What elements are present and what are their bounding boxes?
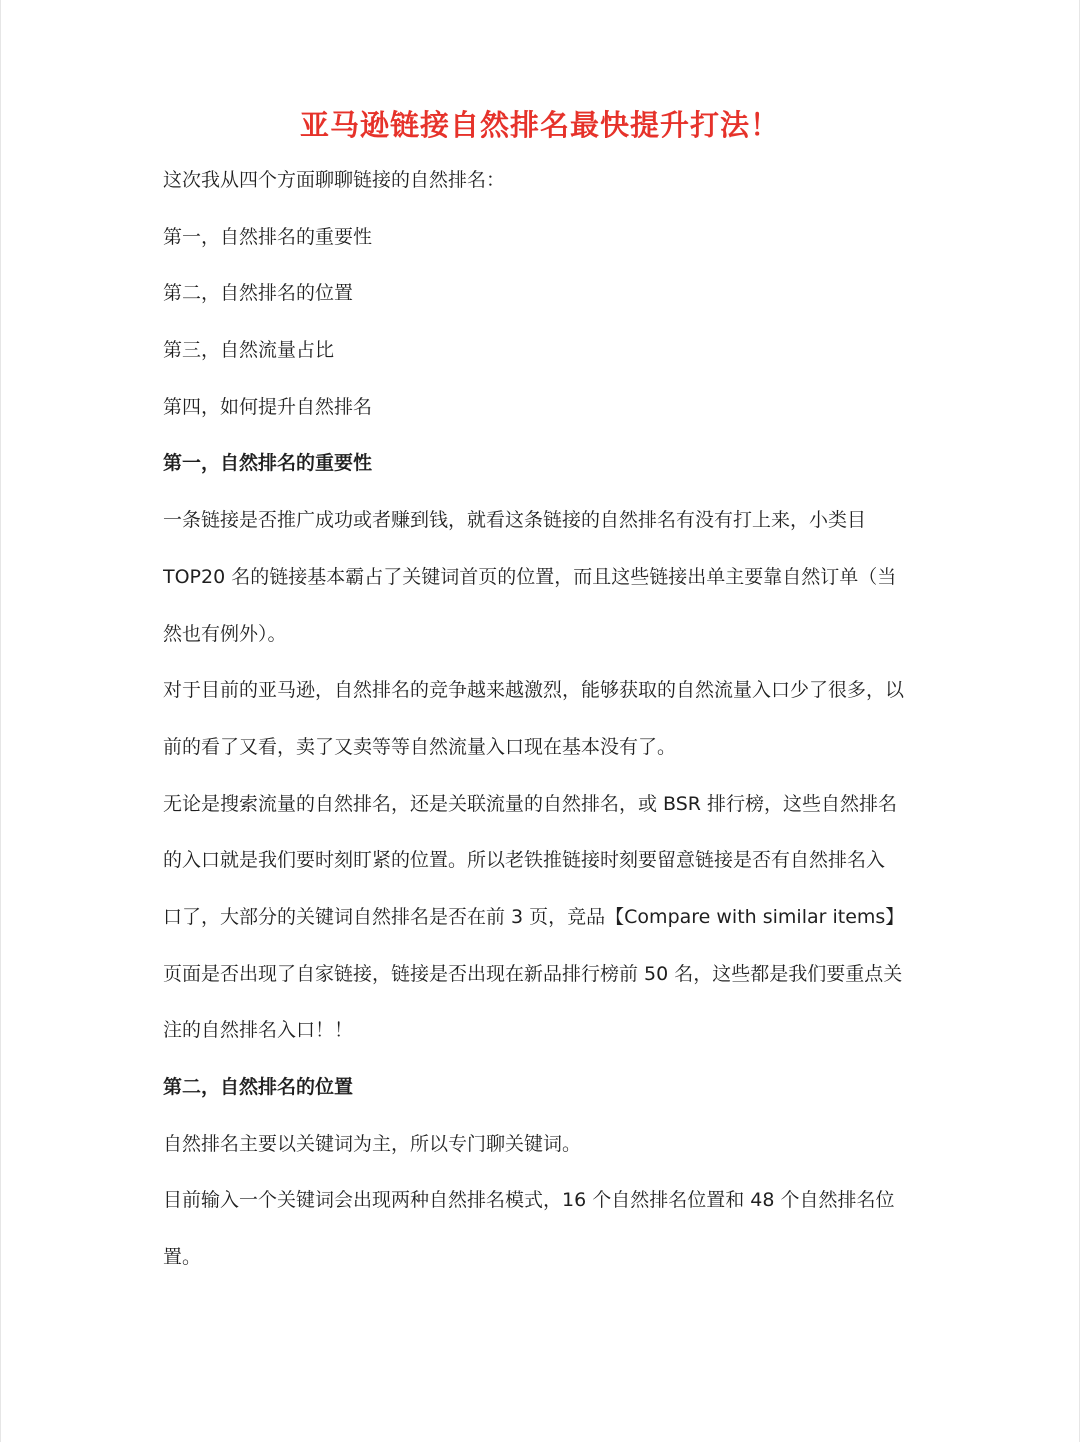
- paragraph-line: 无论是搜索流量的自然排名，还是关联流量的自然排名，或 BSR 排行榜，这些自然排名: [163, 792, 898, 815]
- paragraph-line: 第三，自然流量占比: [163, 339, 335, 362]
- paragraph-line: 对于目前的亚马逊，自然排名的竞争越来越激烈，能够获取的自然流量入口少了很多，以: [163, 679, 905, 702]
- paragraph-line: 自然排名主要以关键词为主，所以专门聊关键词。: [163, 1132, 582, 1155]
- paragraph-line: 第四，如何提升自然排名: [163, 395, 373, 418]
- paragraph-line: 这次我从四个方面聊聊链接的自然排名：: [163, 169, 506, 191]
- section-heading: 第一，自然排名的重要性: [163, 452, 373, 475]
- document-body: [163, 162, 921, 1296]
- section-heading: 第二，自然排名的位置: [163, 1076, 354, 1098]
- document-title: 亚马逊链接自然排名最快提升打法！: [299, 108, 780, 142]
- paragraph-line: 目前输入一个关键词会出现两种自然排名模式，16 个自然排名位置和 48 个自然排名位: [163, 1189, 895, 1212]
- paragraph-line: 然也有例外）。: [163, 622, 287, 645]
- paragraph-line: 注的自然排名入口！！: [163, 1019, 354, 1042]
- paragraph-line: TOP20 名的链接基本霸占了关键词首页的位置，而且这些链接出单主要靠自然订单（当: [163, 565, 897, 588]
- paragraph-line: 的入口就是我们要时刻盯紧的位置。所以老铁推链接时刻要留意链接是否有自然排名入: [163, 849, 886, 872]
- paragraph-line: 口了，大部分的关键词自然排名是否在前 3 页，竞品【Compare with similar items】: [163, 905, 905, 928]
- paragraph-line: 页面是否出现了自家链接，链接是否出现在新品排行榜前 50 名，这些都是我们要重点关: [163, 962, 903, 985]
- paragraph-line: 置。: [163, 1246, 202, 1269]
- paragraph-line: 一条链接是否推广成功或者赚到钱，就看这条链接的自然排名有没有打上来，小类目: [163, 509, 867, 532]
- paragraph-line: 第一，自然排名的重要性: [163, 225, 373, 248]
- paragraph-line: 第二，自然排名的位置: [163, 282, 354, 305]
- paragraph-line: 前的看了又看，卖了又卖等等自然流量入口现在基本没有了。: [163, 735, 677, 758]
